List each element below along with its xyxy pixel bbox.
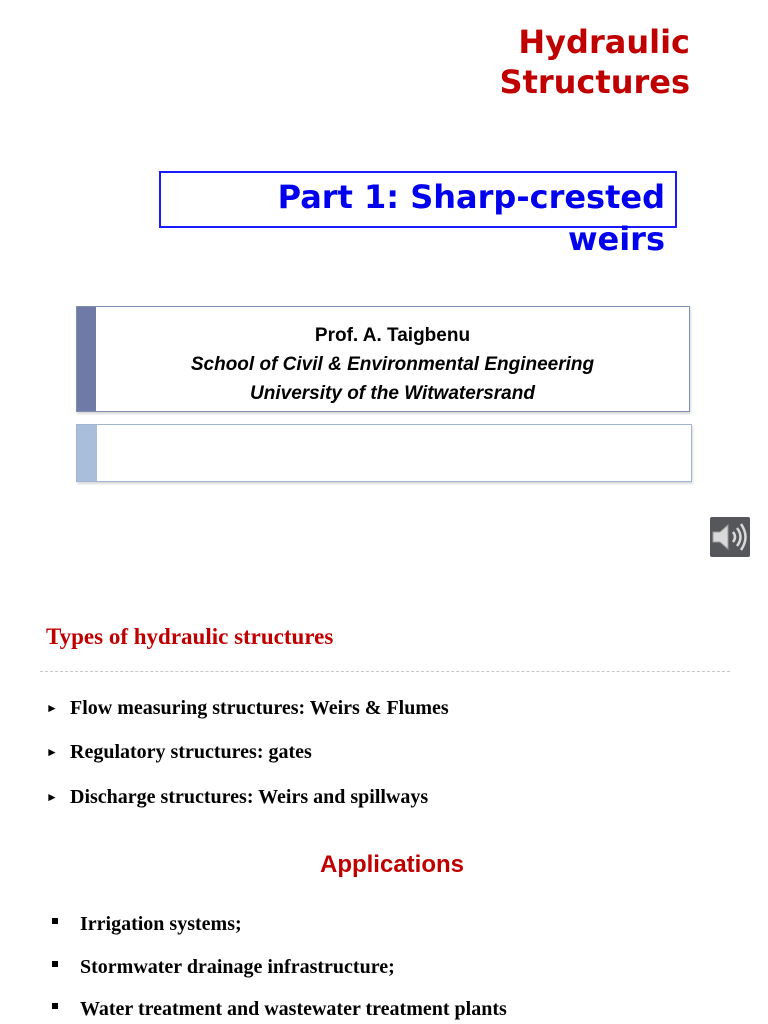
- types-heading: Types of hydraulic structures: [46, 624, 334, 649]
- author-name: Prof. A. Taigbenu: [314, 325, 471, 346]
- list-item-text: Water treatment and wastewater treatment plants: [80, 998, 507, 1020]
- main-title: [500, 22, 690, 102]
- list-item: [46, 739, 312, 765]
- empty-card-accent-bar: [77, 425, 97, 481]
- list-item: [52, 996, 507, 1022]
- speaker-icon[interactable]: [710, 517, 750, 557]
- main-title-line1: Hydraulic: [518, 23, 690, 61]
- main-title-line2: Structures: [499, 63, 690, 101]
- speaker-icon-graphic: [710, 517, 750, 557]
- section-divider: [40, 671, 730, 672]
- author-info: [96, 321, 689, 408]
- list-item: [46, 695, 449, 721]
- bullet-arrow-icon: ►: [46, 745, 58, 759]
- list-item-text: Flow measuring structures: Weirs & Flumes: [70, 697, 449, 719]
- empty-text-box[interactable]: [76, 424, 692, 482]
- author-school: School of Civil & Environmental Engineering: [190, 354, 595, 375]
- applications-heading: Applications: [319, 851, 464, 878]
- list-item: [52, 954, 395, 980]
- list-item-text: Discharge structures: Weirs and spillways: [70, 786, 429, 808]
- bullet-square-icon: [52, 918, 58, 924]
- bullet-square-icon: [52, 1003, 58, 1009]
- list-item-text: Irrigation systems;: [80, 913, 242, 935]
- subtitle-line2: weirs: [567, 220, 665, 258]
- subtitle-line1: Part 1: Sharp-crested: [277, 178, 665, 216]
- subtitle: [278, 176, 665, 260]
- author-card: [76, 306, 690, 412]
- list-item: [46, 784, 428, 810]
- list-item: [52, 911, 242, 937]
- bullet-arrow-icon: ►: [46, 790, 58, 804]
- author-university: University of the Witwatersrand: [250, 383, 535, 404]
- bullet-square-icon: [52, 961, 58, 967]
- bullet-arrow-icon: ►: [46, 701, 58, 715]
- list-item-text: Stormwater drainage infrastructure;: [80, 956, 395, 978]
- list-item-text: Regulatory structures: gates: [70, 741, 312, 763]
- author-card-accent-bar: [77, 307, 96, 411]
